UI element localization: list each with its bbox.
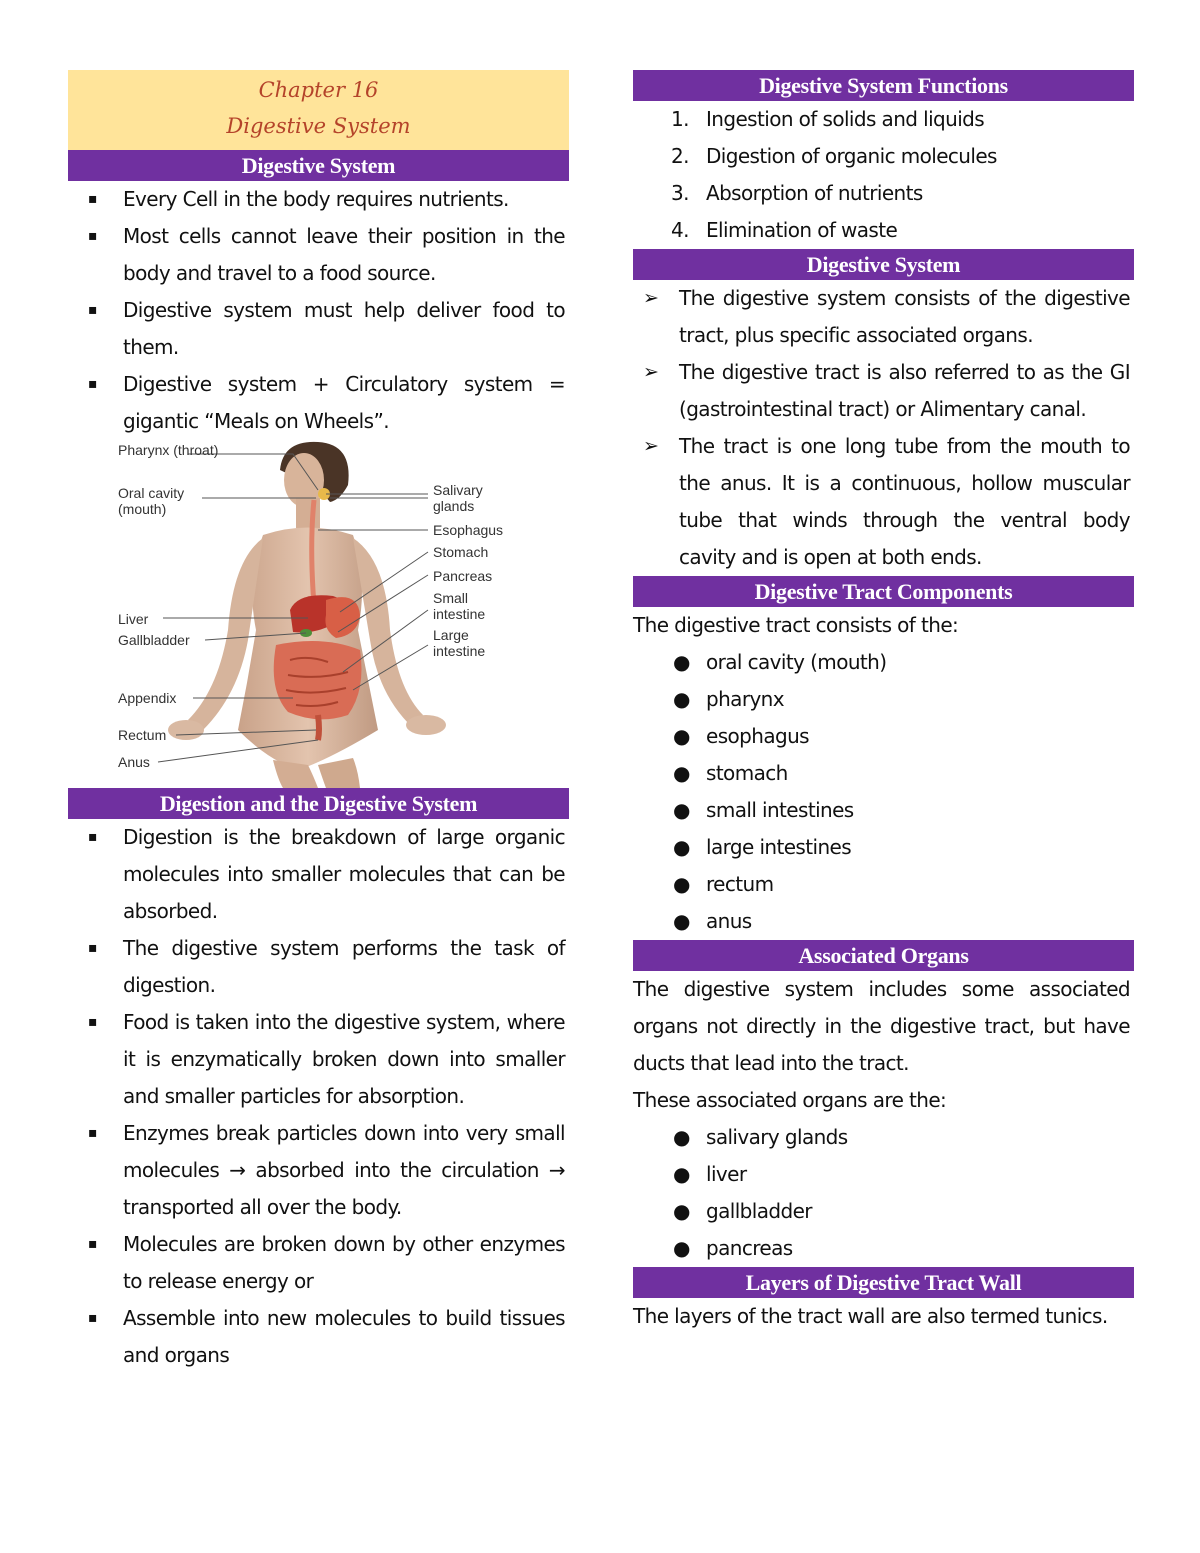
label-pancreas: Pancreas (433, 568, 493, 584)
functions-list (633, 101, 1134, 249)
dot-bullet-icon: ● (673, 1125, 690, 1149)
arrow-bullet-icon: ➢ (643, 435, 659, 457)
list-item: ▪ Enzymes break particles down into very small molecules → absorbed into the circulation → transported all over the body. (68, 1115, 569, 1226)
square-bullet-icon: ▪ (88, 376, 97, 392)
right-column (633, 70, 1134, 1335)
label-pharynx: Pharynx (throat) (118, 442, 219, 458)
list-item: ● rectum (633, 866, 1134, 903)
chapter-number: Chapter 16 (258, 78, 379, 102)
list-item: ▪ Molecules are broken down by other enzymes to release energy or (68, 1226, 569, 1300)
arrow-bullet-icon: ➢ (643, 361, 659, 383)
section-heading-digestion: Digestion and the Digestive System (68, 788, 569, 819)
label-salivary-glands: Salivary glands (433, 482, 483, 514)
dot-bullet-icon: ● (673, 724, 690, 748)
section-heading-layers: Layers of Digestive Tract Wall (633, 1267, 1134, 1298)
label-stomach: Stomach (433, 544, 489, 560)
list-item: ● stomach (633, 755, 1134, 792)
organs-paragraph: The digestive system includes some associated organs not directly in the digestive tract, but have ducts that lead into the tract. (633, 977, 1130, 1075)
list-item: ● liver (633, 1156, 1134, 1193)
list-item: ▪ Every Cell in the body requires nutrients. (68, 181, 569, 218)
list-item: ● large intestines (633, 829, 1134, 866)
dot-bullet-icon: ● (673, 835, 690, 859)
list-item: ➢ The digestive system consists of the digestive tract, plus specific associated organs. (633, 280, 1134, 354)
square-bullet-icon: ▪ (88, 829, 97, 845)
dot-bullet-icon: ● (673, 1162, 690, 1186)
list-item: ➢ The tract is one long tube from the mouth to the anus. It is a continuous, hollow muscular tube that winds through the ventral body cavity and is open at both ends. (633, 428, 1134, 576)
list-item: ▪ The digestive system performs the task of digestion. (68, 930, 569, 1004)
dot-bullet-icon: ● (673, 798, 690, 822)
label-anus: Anus (118, 754, 150, 770)
list-item: ● pharynx (633, 681, 1134, 718)
section-heading-digestive-system-right: Digestive System (633, 249, 1134, 280)
label-oral-cavity: Oral cavity (mouth) (118, 485, 185, 517)
list-item: ▪ Digestion is the breakdown of large organic molecules into smaller molecules that can be absorbed. (68, 819, 569, 930)
section-heading-associated-organs: Associated Organs (633, 940, 1134, 971)
square-bullet-icon: ▪ (88, 940, 97, 956)
digestive-system-figure (68, 440, 569, 788)
dot-bullet-icon: ● (673, 1236, 690, 1260)
dot-bullet-icon: ● (673, 761, 690, 785)
section2-list (68, 819, 569, 1374)
list-item: ● small intestines (633, 792, 1134, 829)
list-item: 1. Ingestion of solids and liquids (671, 107, 985, 131)
chapter-banner (68, 70, 569, 150)
label-gallbladder: Gallbladder (118, 632, 190, 648)
components-list (633, 644, 1134, 940)
section1-list (68, 181, 569, 440)
square-bullet-icon: ▪ (88, 191, 97, 207)
dot-bullet-icon: ● (673, 650, 690, 674)
list-item: ● gallbladder (633, 1193, 1134, 1230)
square-bullet-icon: ▪ (88, 1310, 97, 1326)
list-item: ▪ Most cells cannot leave their position in the body and travel to a food source. (68, 218, 569, 292)
dot-bullet-icon: ● (673, 687, 690, 711)
list-item: 3. Absorption of nutrients (671, 181, 923, 205)
list-item: ➢ The digestive tract is also referred to as the GI (gastrointestinal tract) or Alimentary canal. (633, 354, 1134, 428)
dot-bullet-icon: ● (673, 1199, 690, 1223)
chapter-title: Digestive System (226, 114, 411, 138)
section-heading-digestive-system: Digestive System (68, 150, 569, 181)
dot-bullet-icon: ● (673, 909, 690, 933)
square-bullet-icon: ▪ (88, 302, 97, 318)
square-bullet-icon: ▪ (88, 1014, 97, 1030)
components-intro: The digestive tract consists of the: (633, 613, 959, 637)
label-small-intestine: Small intestine (433, 590, 486, 622)
list-item: ● esophagus (633, 718, 1134, 755)
list-item: ▪ Digestive system must help deliver food to them. (68, 292, 569, 366)
organs-intro: These associated organs are the: (633, 1088, 947, 1112)
arrow-bullet-icon: ➢ (643, 287, 659, 309)
list-item: ● pancreas (633, 1230, 1134, 1267)
list-item: ▪ Digestive system + Circulatory system = gigantic “Meals on Wheels”. (68, 366, 569, 440)
left-column (68, 70, 569, 1374)
list-item: 2. Digestion of organic molecules (671, 144, 997, 168)
list-item: ▪ Assemble into new molecules to build tissues and organs (68, 1300, 569, 1374)
system-list (633, 280, 1134, 576)
list-item: ▪ Food is taken into the digestive system, where it is enzymatically broken down into smaller and smaller particles for absorption. (68, 1004, 569, 1115)
label-large-intestine: Large intestine (433, 627, 486, 659)
list-item: ● oral cavity (mouth) (633, 644, 1134, 681)
square-bullet-icon: ▪ (88, 1125, 97, 1141)
list-item: ● salivary glands (633, 1119, 1134, 1156)
label-liver: Liver (118, 611, 149, 627)
layers-paragraph: The layers of the tract wall are also termed tunics. (633, 1304, 1108, 1328)
square-bullet-icon: ▪ (88, 1236, 97, 1252)
section-heading-components: Digestive Tract Components (633, 576, 1134, 607)
section-heading-functions: Digestive System Functions (633, 70, 1134, 101)
label-appendix: Appendix (118, 690, 177, 706)
label-rectum: Rectum (118, 727, 167, 743)
label-esophagus: Esophagus (433, 522, 504, 538)
list-item: 4. Elimination of waste (671, 218, 898, 242)
square-bullet-icon: ▪ (88, 228, 97, 244)
list-item: ● anus (633, 903, 1134, 940)
dot-bullet-icon: ● (673, 872, 690, 896)
organs-list (633, 1119, 1134, 1267)
